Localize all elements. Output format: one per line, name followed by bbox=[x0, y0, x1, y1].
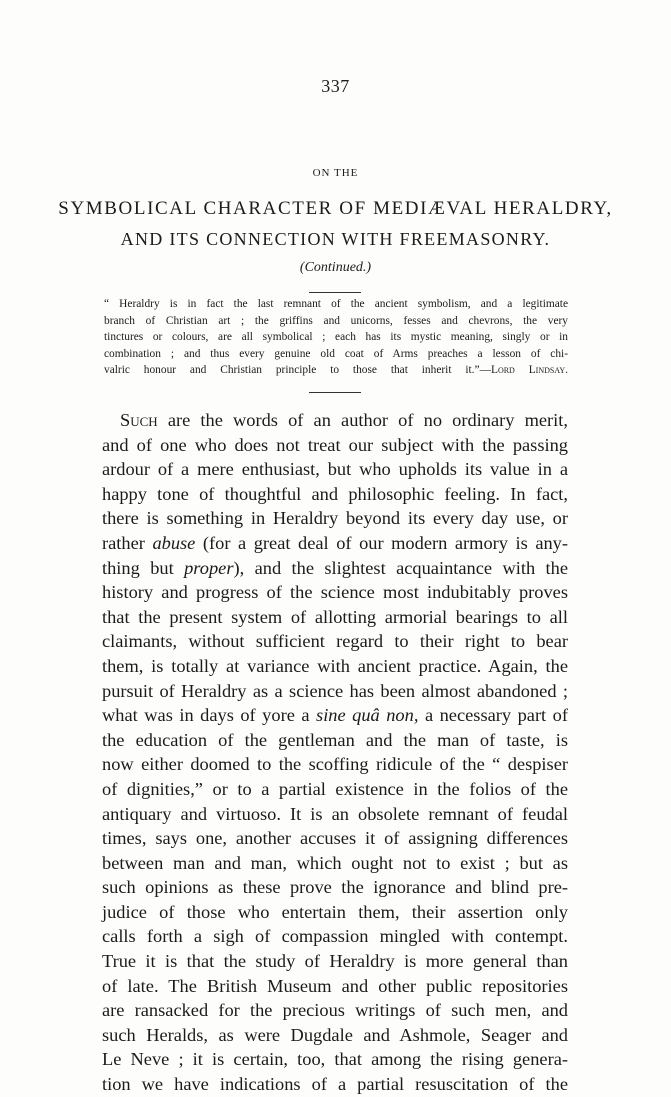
article-title-line-1: SYMBOLICAL CHARACTER OF MEDIÆVAL HERALDRY, bbox=[58, 198, 613, 219]
body-line: pursuit of Heraldry as a science has been almost abandoned ; bbox=[102, 680, 568, 701]
epigraph-last-line bbox=[104, 362, 568, 379]
body-line-text: thing but bbox=[102, 557, 185, 578]
body-line: that the present system of allotting armorial bearings to all bbox=[102, 606, 568, 627]
page-number: 337 bbox=[321, 76, 350, 96]
body-line-text: a necessary part of bbox=[418, 705, 568, 726]
body-line: of late. The British Museum and other public repositories bbox=[102, 975, 568, 996]
body-line: True it is that the study of Heraldry is more general than bbox=[102, 951, 568, 972]
body-line: judice of those who entertain them, their assertion only bbox=[102, 901, 568, 922]
divider-rule-bottom bbox=[309, 392, 361, 393]
body-line-text: rather bbox=[102, 532, 153, 553]
divider-rule-top bbox=[309, 292, 361, 293]
body-line-text: what was in days of yore a bbox=[102, 705, 317, 726]
body-line bbox=[102, 703, 568, 728]
body-line bbox=[102, 408, 568, 433]
body-line: them, is totally at variance with ancient practice. Again, the bbox=[102, 655, 568, 676]
body-line: such Heralds, as were Dugdale and Ashmole, Seager and bbox=[102, 1024, 568, 1045]
italic-phrase: sine quâ non, bbox=[316, 705, 419, 726]
body-line: antiquary and virtuoso. It is an obsolete remnant of feudal bbox=[102, 803, 568, 824]
epigraph-line-text: valric honour and Christian principle to those that inherit it.”— bbox=[104, 364, 491, 377]
body-line-text: are the words of an author of no ordinary merit, bbox=[157, 410, 568, 430]
body-line: and of one who does not treat our subject with the passing bbox=[102, 434, 568, 455]
heading-prefix: ON THE bbox=[312, 167, 359, 179]
drop-lead-word: Such bbox=[120, 410, 158, 430]
article-title-line-2: AND ITS CONNECTION WITH FREEMASONRY. bbox=[120, 229, 551, 249]
continued-note: (Continued.) bbox=[299, 260, 372, 275]
body-line: between man and man, which ought not to exist ; but as bbox=[102, 852, 568, 873]
body-line: are ransacked for the precious writings of such men, and bbox=[102, 1000, 568, 1021]
body-line-text: (for a great deal of our modern armory is any- bbox=[195, 532, 569, 553]
body-line: calls forth a sigh of compassion mingled with contempt. bbox=[102, 926, 568, 947]
body-line bbox=[102, 556, 568, 581]
body-line: the education of the gentleman and the man of taste, is bbox=[102, 729, 568, 750]
epigraph-attribution: Lord Lindsay. bbox=[490, 364, 568, 377]
body-line: of dignities,” or to a partial existence in the folios of the bbox=[102, 778, 568, 799]
epigraph bbox=[104, 296, 568, 379]
italic-word: proper bbox=[184, 557, 234, 578]
epigraph-line: tinctures or colours, are all symbolical ; each has its mystic meaning, singly or in bbox=[104, 331, 568, 344]
body-line-text: ), and the slightest acquaintance with the bbox=[233, 557, 568, 578]
body-line: such opinions as these prove the ignorance and blind pre- bbox=[102, 877, 568, 898]
epigraph-line: combination ; and thus every genuine old coat of Arms preaches a lesson of chi- bbox=[104, 347, 568, 360]
body-line: happy tone of thoughtful and philosophic feeling. In fact, bbox=[102, 483, 568, 504]
body-line: there is something in Heraldry beyond its every day use, or bbox=[102, 508, 568, 529]
epigraph-line: branch of Christian art ; the griffins and unicorns, fesses and chevrons, the very bbox=[104, 314, 568, 327]
italic-word: abuse bbox=[152, 532, 196, 553]
body-line: ardour of a mere enthusiast, but who upholds its value in a bbox=[102, 459, 568, 480]
epigraph-line: “ Heraldry is in fact the last remnant of the ancient symbolism, and a legitimate bbox=[104, 298, 568, 310]
body-line: claimants, without sufficient regard to their right to bear bbox=[102, 631, 568, 652]
body-paragraph bbox=[102, 408, 568, 1097]
body-line: Le Neve ; it is certain, too, that among the rising genera- bbox=[102, 1049, 568, 1070]
body-line bbox=[102, 531, 568, 556]
body-line: now either doomed to the scoffing ridicule of the “ despiser bbox=[102, 754, 568, 775]
body-line: history and progress of the science most indubitably proves bbox=[102, 582, 568, 603]
body-line: times, says one, another accuses it of assigning differences bbox=[102, 828, 568, 849]
body-line: tion we have indications of a partial resuscitation of the bbox=[102, 1074, 568, 1095]
